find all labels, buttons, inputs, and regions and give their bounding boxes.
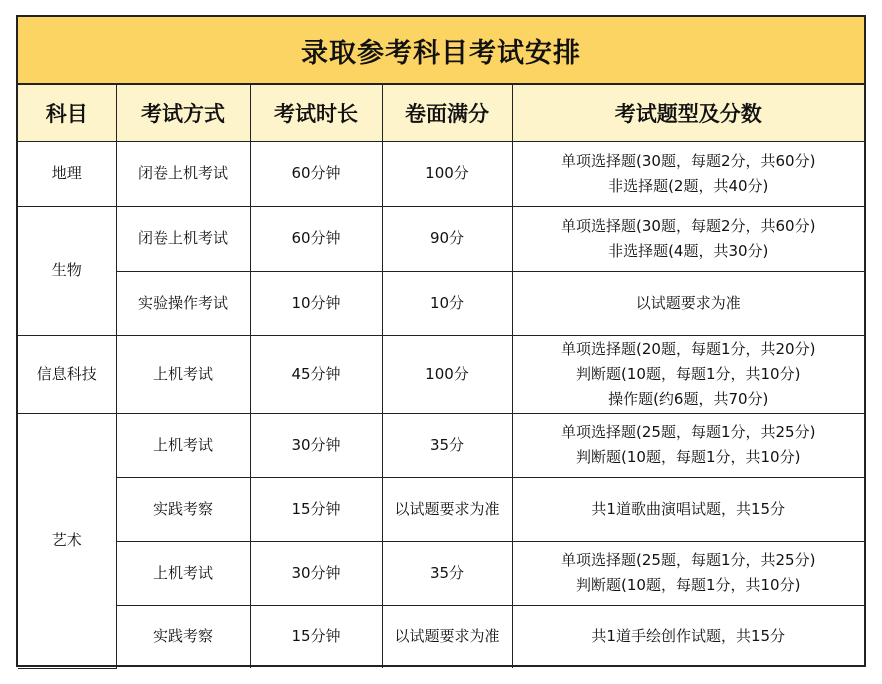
header-duration: 考试时长 xyxy=(250,85,382,141)
duration-cell: 15分钟 xyxy=(250,605,382,668)
table-row xyxy=(18,541,864,605)
question-types-cell xyxy=(512,141,864,206)
question-type-line: 以试题要求为准 xyxy=(635,293,741,312)
header-subject: 科目 xyxy=(18,85,116,141)
table-row xyxy=(18,271,864,335)
table-row xyxy=(18,605,864,668)
question-type-line: 单项选择题(25题，每题1分，共25分) xyxy=(561,423,816,441)
header-question-types: 考试题型及分数 xyxy=(512,85,864,141)
method-cell: 实践考察 xyxy=(116,477,250,541)
question-types-cell xyxy=(512,413,864,477)
method-cell: 闭卷上机考试 xyxy=(116,141,250,206)
question-types-cell xyxy=(512,271,864,335)
table-row xyxy=(18,141,864,206)
score-cell: 35分 xyxy=(382,541,512,605)
question-type-line: 共1道手绘创作试题，共15分 xyxy=(591,627,786,646)
score-cell: 90分 xyxy=(382,206,512,271)
method-cell: 实验操作考试 xyxy=(116,271,250,335)
duration-cell: 30分钟 xyxy=(250,413,382,477)
duration-cell: 60分钟 xyxy=(250,141,382,206)
duration-cell: 30分钟 xyxy=(250,541,382,605)
exam-schedule-table xyxy=(18,85,864,669)
question-type-line: 判断题(10题，每题1分，共10分) xyxy=(576,576,801,594)
question-type-line: 单项选择题(20题，每题1分，共20分) xyxy=(561,339,816,358)
question-type-line: 判断题(10题，每题1分，共10分) xyxy=(576,364,801,383)
question-type-line: 单项选择题(30题，每题2分，共60分) xyxy=(561,216,816,235)
question-types-cell xyxy=(512,477,864,541)
method-cell: 实践考察 xyxy=(116,605,250,668)
duration-cell: 10分钟 xyxy=(250,271,382,335)
question-type-line: 判断题(10题，每题1分，共10分) xyxy=(576,448,801,466)
subject-cell: 艺术 xyxy=(18,413,116,668)
subject-cell: 信息科技 xyxy=(18,335,116,413)
question-type-line: 单项选择题(30题，每题2分，共60分) xyxy=(561,151,816,170)
score-cell: 10分 xyxy=(382,271,512,335)
question-type-line: 单项选择题(25题，每题1分，共25分) xyxy=(561,551,816,569)
header-score: 卷面满分 xyxy=(382,85,512,141)
header-row xyxy=(18,85,864,141)
table-title: 录取参考科目考试安排 xyxy=(301,37,581,69)
method-cell: 上机考试 xyxy=(116,541,250,605)
subject-cell: 生物 xyxy=(18,206,116,335)
duration-cell: 60分钟 xyxy=(250,206,382,271)
score-cell: 100分 xyxy=(382,141,512,206)
question-types-cell xyxy=(512,206,864,271)
table-row xyxy=(18,413,864,477)
question-type-line: 共1道歌曲演唱试题，共15分 xyxy=(591,499,786,518)
subject-cell: 地理 xyxy=(18,141,116,206)
score-cell: 100分 xyxy=(382,335,512,413)
question-type-line: 操作题(约6题，共70分) xyxy=(608,389,769,408)
title-bar xyxy=(18,17,864,85)
question-types-cell xyxy=(512,605,864,668)
exam-schedule-table-frame xyxy=(16,15,866,667)
question-type-line: 非选择题(4题，共30分) xyxy=(608,241,769,260)
header-method: 考试方式 xyxy=(116,85,250,141)
score-cell: 以试题要求为准 xyxy=(382,605,512,668)
score-cell: 35分 xyxy=(382,413,512,477)
table-row xyxy=(18,335,864,413)
table-row xyxy=(18,477,864,541)
question-type-line: 非选择题(2题，共40分) xyxy=(608,176,769,195)
method-cell: 闭卷上机考试 xyxy=(116,206,250,271)
duration-cell: 45分钟 xyxy=(250,335,382,413)
question-types-cell xyxy=(512,335,864,413)
question-types-cell xyxy=(512,541,864,605)
method-cell: 上机考试 xyxy=(116,335,250,413)
table-row xyxy=(18,206,864,271)
method-cell: 上机考试 xyxy=(116,413,250,477)
duration-cell: 15分钟 xyxy=(250,477,382,541)
score-cell: 以试题要求为准 xyxy=(382,477,512,541)
